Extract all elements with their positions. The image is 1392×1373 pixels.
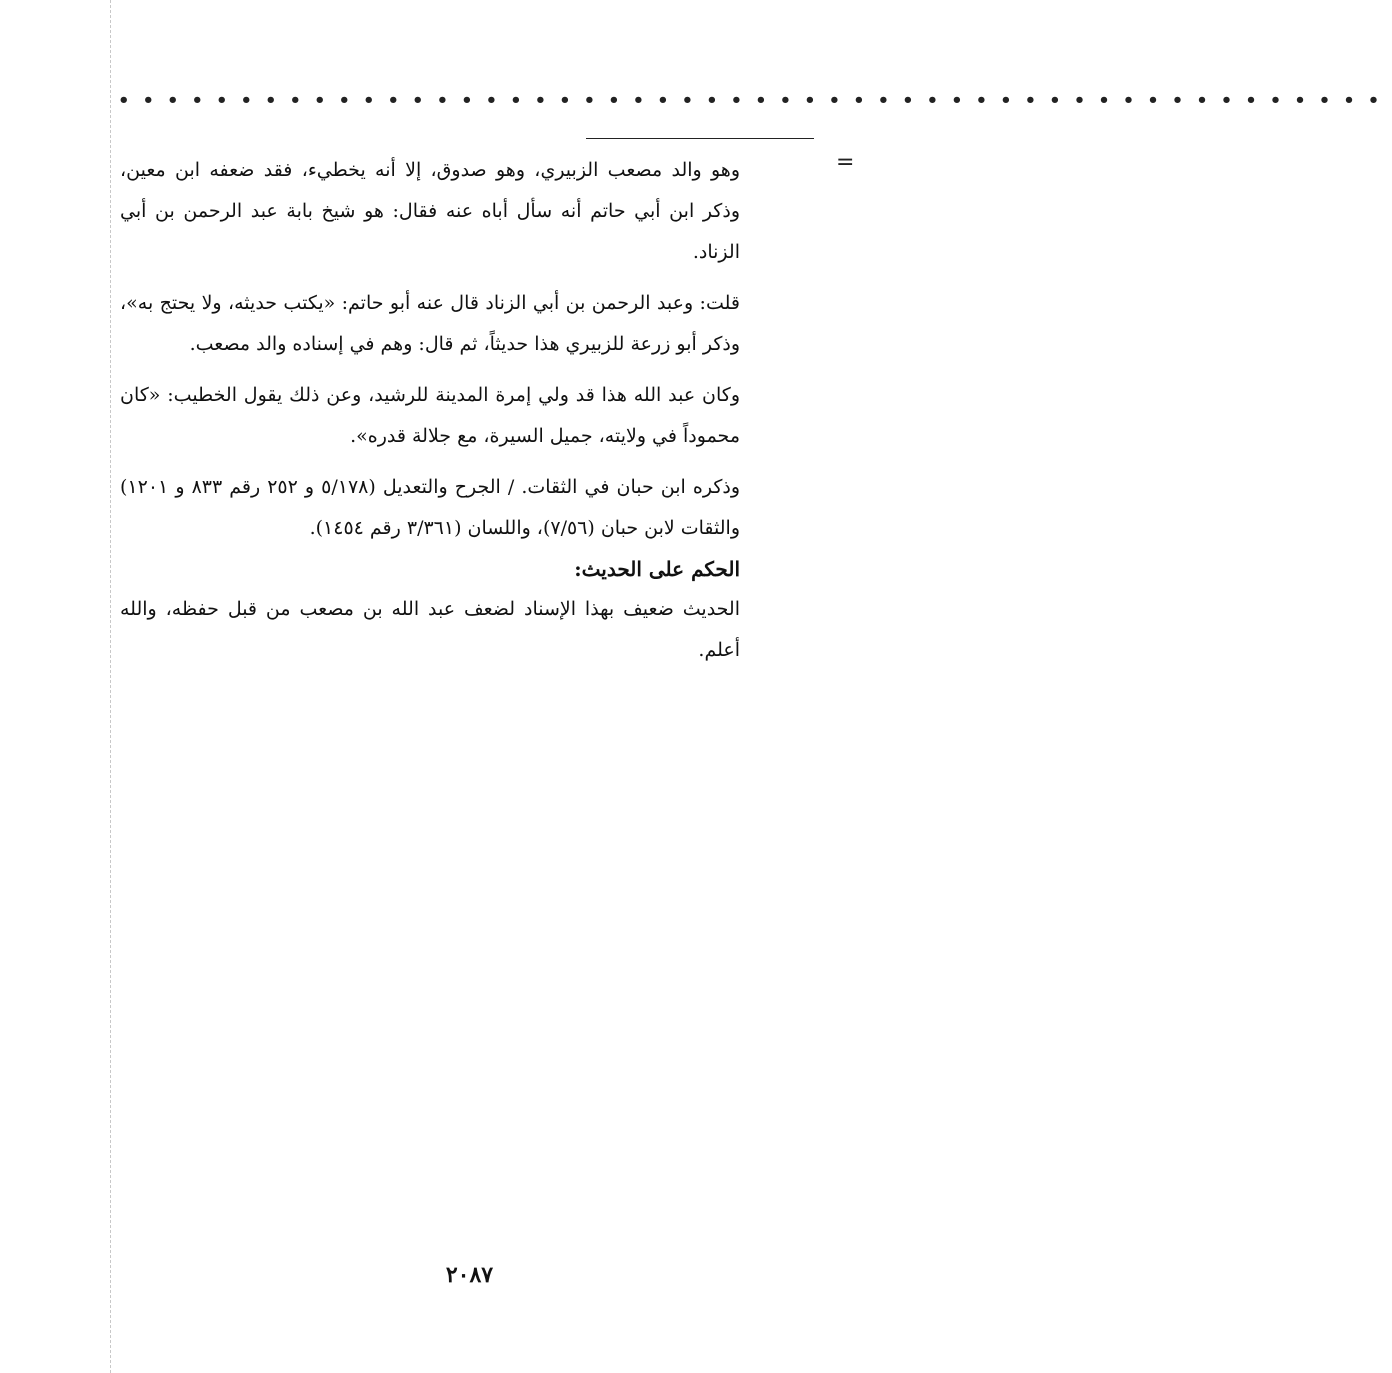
ruling-heading: الحكم على الحديث:: [574, 557, 740, 581]
continuation-mark: =: [836, 150, 855, 175]
footnote-separator-rule: [586, 138, 814, 139]
footnote-paragraph-4: وذكره ابن حبان في الثقات. / الجرح والتعديل (٥/١٧٨ و ٢٥٢ رقم ٨٣٣ و ١٢٠١) والثقات لابن حبان (٧/٥٦)، واللسان (٣/٣٦١ رقم ١٤٥٤).: [120, 476, 740, 539]
scan-margin-line: [110, 0, 111, 1373]
page-number: ٢٠٨٧: [445, 1262, 494, 1288]
footnote-paragraph-1: وهو والد مصعب الزبيري، وهو صدوق، إلا أنه يخطيء، فقد ضعفه ابن معين، وذكر ابن أبي حاتم أنه سأل أباه عنه فقال: هو شيخ بابة عبد الرحمن بن أبي الزناد.: [120, 159, 740, 263]
footnote-body: [120, 150, 740, 671]
dotted-separator: ••••••••••••••••••••••••••••••••••••••••••••••••••••: [118, 90, 1392, 111]
footnote-paragraph-2: قلت: وعبد الرحمن بن أبي الزناد قال عنه أبو حاتم: «يكتب حديثه، ولا يحتج به»، وذكر أبو زرعة للزبيري هذا حديثاً، ثم قال: وهم في إسناده والد مصعب.: [120, 292, 740, 355]
ruling-text: الحديث ضعيف بهذا الإسناد لضعف عبد الله بن مصعب من قبل حفظه، والله أعلم.: [120, 598, 740, 661]
footnote-paragraph-3: وكان عبد الله هذا قد ولي إمرة المدينة للرشيد، وعن ذلك يقول الخطيب: «كان محموداً في ولايته، جميل السيرة، مع جلالة قدره».: [120, 384, 740, 447]
